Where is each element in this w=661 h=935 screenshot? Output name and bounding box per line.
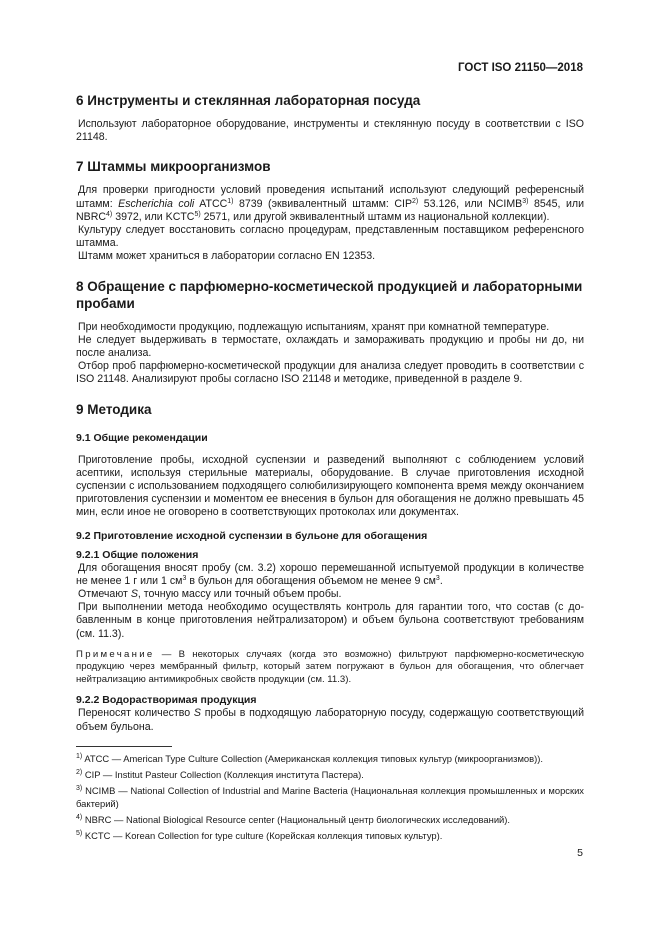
cm3-superscript-2: 3	[435, 574, 440, 582]
footnote-5-mark: 5)	[76, 829, 83, 837]
section-6-title: 6 Инструменты и стеклянная лабораторная посуда	[76, 93, 421, 108]
s921-p2-a: Отмечают	[78, 588, 131, 601]
s921-p2-b: , точную массу или точный объем пробы.	[137, 588, 342, 601]
variable-s-2: S	[193, 707, 201, 720]
footnote-ref-2: 2)	[412, 197, 419, 205]
footnote-1	[76, 753, 584, 766]
s7-p1-text-e: 8545, или NBRC	[76, 197, 584, 223]
section-8-paragraph-2: Не следует выдерживать в термостате, охлаждать и замораживать продукцию и пробы ни до, ни после анализа.	[76, 333, 584, 360]
note-block	[76, 649, 584, 687]
subsection-9-2-2-title: 9.2.2 Водорастворимая продукция	[76, 694, 257, 707]
section-8-paragraph-3: Отбор проб парфюмерно-косметической продукции для анализа следует проводить в соответствии с ISO 21148. Анализируют пробы согласно ISO 21148 и методике, приведенной в разделе 9.	[76, 360, 584, 386]
section-7-paragraph-1	[76, 184, 584, 224]
note-label: Примечание	[76, 648, 155, 660]
section-6-paragraph: Используют лабораторное оборудование, инструменты и стеклянную посуду в соответствии с ISO 21148.	[76, 118, 584, 144]
subsection-9-2-title: 9.2 Приготовление исходной суспензии в бульоне для обогащения	[76, 529, 428, 542]
subsection-9-1-paragraph: Приготовление пробы, исходной суспензии и разведений выполняют с соблюдением условий асептики, используя стерильные материалы, оборудование. В случае приготовления исходной суспензии с использованием подходящего солюбилизирующего компонента время между окончанием приготовления суспензии и моментом ее внесения в бульон для обогащения не должно превышать 45 мин, если иное не оговорено в соответствующих протоколах или документах.	[76, 453, 584, 519]
s7-p1-text-b: ATCC	[194, 197, 228, 210]
s7-p1-text-f: 3972, или KCTC	[112, 210, 195, 223]
s921-p1-a: Для обогащения вносят пробу (см. 3.2) хорошо перемешанной испытуемой продукции в количестве не менее 1 г или 1 см	[76, 561, 584, 587]
section-7-title: 7 Штаммы микроорганизмов	[76, 159, 271, 175]
s7-p1-text-a: Для проверки пригодности условий проведения испытаний используют следующий референсный штамм:	[76, 184, 584, 210]
footnote-ref-5: 5)	[194, 210, 201, 218]
footnote-3-mark: 3)	[76, 785, 83, 793]
footnote-4-text: NBRC — National Biological Resource center (Национальный центр биологических исследований).	[82, 813, 511, 825]
page-number: 5	[577, 847, 583, 859]
section-7-paragraph-3: Штамм может храниться в лаборатории согласно EN 12353.	[78, 250, 376, 263]
footnote-2	[76, 769, 584, 782]
note-text: — В некоторых случаях (когда это возможно) фильтруют парфюмерно-косметическую продукцию через мембранный фильтр, который затем погружают в бульон для обогащения, что облегчает нейтрализацию антимикробных свойств продукции (см. 11.3).	[76, 648, 584, 685]
footnote-1-mark: 1)	[76, 753, 83, 760]
s921-p1-b: в бульон для обогащения объемом не менее 9 см	[186, 574, 436, 587]
section-7-paragraph-2: Культуру следует восстановить согласно процедурам, представленным поставщиком референсного штамма.	[76, 224, 584, 250]
s922-p1-b: пробы в подходящую лабораторную посуду, содержащую соответствующий объем бульона.	[76, 707, 584, 733]
s7-p1-text-g: 2571, или другой эквивалентный штамм из национальной коллекции).	[200, 210, 550, 223]
variable-s: S	[130, 588, 138, 601]
species-name: Escherichia coli	[118, 197, 195, 210]
footnote-4	[76, 814, 584, 827]
footnote-4-mark: 4)	[76, 813, 83, 821]
section-8-title: 8 Обращение с парфюмерно-косметической продукцией и лабораторными пробами	[76, 278, 583, 311]
s7-p1-text-c: 8739 (эквивалентный штамм: CIP	[233, 197, 413, 210]
section-9-title: 9 Методика	[76, 401, 152, 417]
s921-p1-c: .	[439, 574, 443, 587]
subsection-9-2-1-paragraph-3: При выполнении метода необходимо осуществлять контроль для гарантии того, что состав (с добавленным в конце приготовления нейтрализатором) и объем бульона соответствуют требованиям (см. 11.3).	[76, 601, 584, 640]
s922-p1-a: Переносят количество	[78, 707, 194, 720]
subsection-9-2-1-paragraph-2	[76, 588, 584, 601]
s7-p1-text-d: 53.126, или NCIMB	[418, 197, 523, 210]
section-8-paragraph-1: При необходимости продукцию, подлежащую испытаниям, хранят при комнатной температуре.	[78, 320, 550, 333]
subsection-9-1-title: 9.1 Общие рекомендации	[76, 431, 208, 444]
subsection-9-2-2-paragraph	[76, 707, 584, 733]
footnote-5	[76, 830, 584, 843]
footnotes	[76, 753, 584, 846]
cm3-superscript: 3	[182, 574, 187, 582]
standard-header: ГОСТ ISO 21150—2018	[458, 62, 583, 74]
footnote-ref-3: 3)	[522, 197, 529, 205]
subsection-9-2-1-paragraph-1	[76, 562, 584, 588]
main-content	[76, 92, 584, 734]
footnote-2-mark: 2)	[76, 769, 83, 777]
footnote-1-text: ATCC — American Type Culture Collection (Американская коллекция типовых культур (микроорганизмов)).	[82, 753, 543, 764]
footnote-3-text: NCIMB — National Collection of Industrial and Marine Bacteria (Национальная коллекция промышленных и морских бактерий)	[76, 785, 584, 809]
footnote-divider	[76, 746, 172, 747]
footnote-5-text: KCTC — Korean Collection for type culture (Корейская коллекция типовых культур).	[82, 829, 443, 841]
footnote-ref-1: 1)	[227, 197, 234, 205]
footnote-3	[76, 785, 584, 810]
footnote-2-text: CIP — Institut Pasteur Collection (Коллекция института Пастера).	[82, 769, 364, 781]
footnote-ref-4: 4)	[106, 210, 113, 218]
subsection-9-2-1-title: 9.2.1 Общие положения	[76, 548, 199, 561]
